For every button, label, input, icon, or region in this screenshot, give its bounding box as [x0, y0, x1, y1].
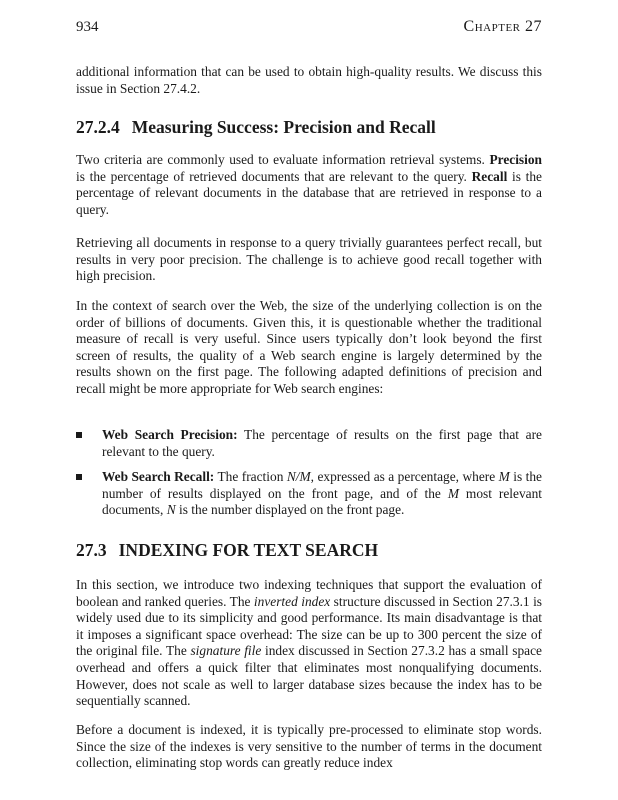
paragraph-precision-recall: [76, 152, 542, 218]
text-span: most relevant documents,: [102, 485, 542, 518]
intro-paragraph: additional information that can be used to obtain high-quality results. We discuss this issue in Section 27.4.2.: [76, 64, 542, 96]
bullet-marker: [76, 432, 82, 438]
section-heading-27-3: [76, 540, 542, 561]
term-inverted-index: inverted index: [253, 593, 331, 609]
bullet-web-search-precision: [76, 427, 542, 460]
term-precision: Precision: [489, 152, 542, 167]
bullet-term: Web Search Precision:: [102, 427, 238, 442]
bullet-marker: [76, 474, 82, 480]
math-m: M: [498, 469, 510, 484]
math-n-over-m: N/M: [286, 469, 311, 484]
section-number: 27.2.4: [76, 117, 120, 137]
text-span: is the percentage of relevant documents in the database that are retrieved in response to a query.: [76, 168, 542, 217]
text-span: is the number displayed on the front page.: [179, 502, 405, 518]
text-span: is the percentage of retrieved documents that are relevant to the query.: [76, 168, 467, 184]
bullet-term: Web Search Recall:: [102, 469, 215, 484]
chapter-title: Chapter 27: [463, 18, 542, 35]
bullet-web-search-recall: [76, 469, 542, 519]
section-title: Measuring Success: Precision and Recall: [131, 117, 436, 137]
paragraph-preprocessing: Before a document is indexed, it is typically pre-processed to eliminate stop words. Since the size of the indexes is very sensitive to the number of terms in the document collection, eliminating stop words can greatly reduce index: [76, 722, 542, 771]
text-span: is the number of results displayed on the front page, and of the: [102, 469, 542, 501]
text-span: index discussed in Section 27.3.2 has a small space overhead and offers a quick filter that eliminates most nonqualifying documents. However, does not scale as well to larger database sizes because the index has to be sequentially scanned.: [76, 643, 542, 709]
text-span: Two criteria are commonly used to evaluate information retrieval systems.: [76, 152, 485, 167]
running-header: [76, 18, 542, 36]
section-title: INDEXING FOR TEXT SEARCH: [118, 540, 379, 560]
paragraph-trivial-recall: Retrieving all documents in response to a query trivially guarantees perfect recall, but results in very poor precision. The challenge is to achieve good recall together with high precision.: [76, 235, 542, 284]
text-span: , expressed as a percentage, where: [310, 469, 496, 484]
section-heading-27-2-4: [76, 117, 542, 138]
term-signature-file: signature file: [190, 643, 262, 659]
bullet-text: The percentage of results on the first page that are relevant to the query.: [102, 427, 543, 459]
text-span: structure discussed in Section 27.3.1 is widely used due to its simplicity and good performance. Its main disadvantage is that it imposes a significant space overhead: The size can be up to 300 percent the size of the original file. The: [76, 593, 542, 659]
math-m: M: [447, 485, 459, 501]
text-span: In this section, we introduce two indexing techniques that support the evaluation of boolean and ranked queries. The: [76, 577, 542, 609]
math-n: N: [166, 502, 176, 518]
text-span: The fraction: [217, 469, 284, 484]
paragraph-web-search: In the context of search over the Web, the size of the underlying collection is on the order of billions of documents. Given this, it is questionable whether the traditional measure of recall is very useful. Since users typically don’t look beyond the first screen of results, the quality of a Web search engine is largely determined by the results shown on the first page. The following adapted definitions of precision and recall might be more appropriate for Web search engines:: [76, 298, 542, 396]
term-recall: Recall: [471, 168, 508, 184]
paragraph-indexing-intro: [76, 577, 542, 710]
page-number: 934: [76, 19, 99, 35]
section-number: 27.3: [76, 540, 107, 560]
